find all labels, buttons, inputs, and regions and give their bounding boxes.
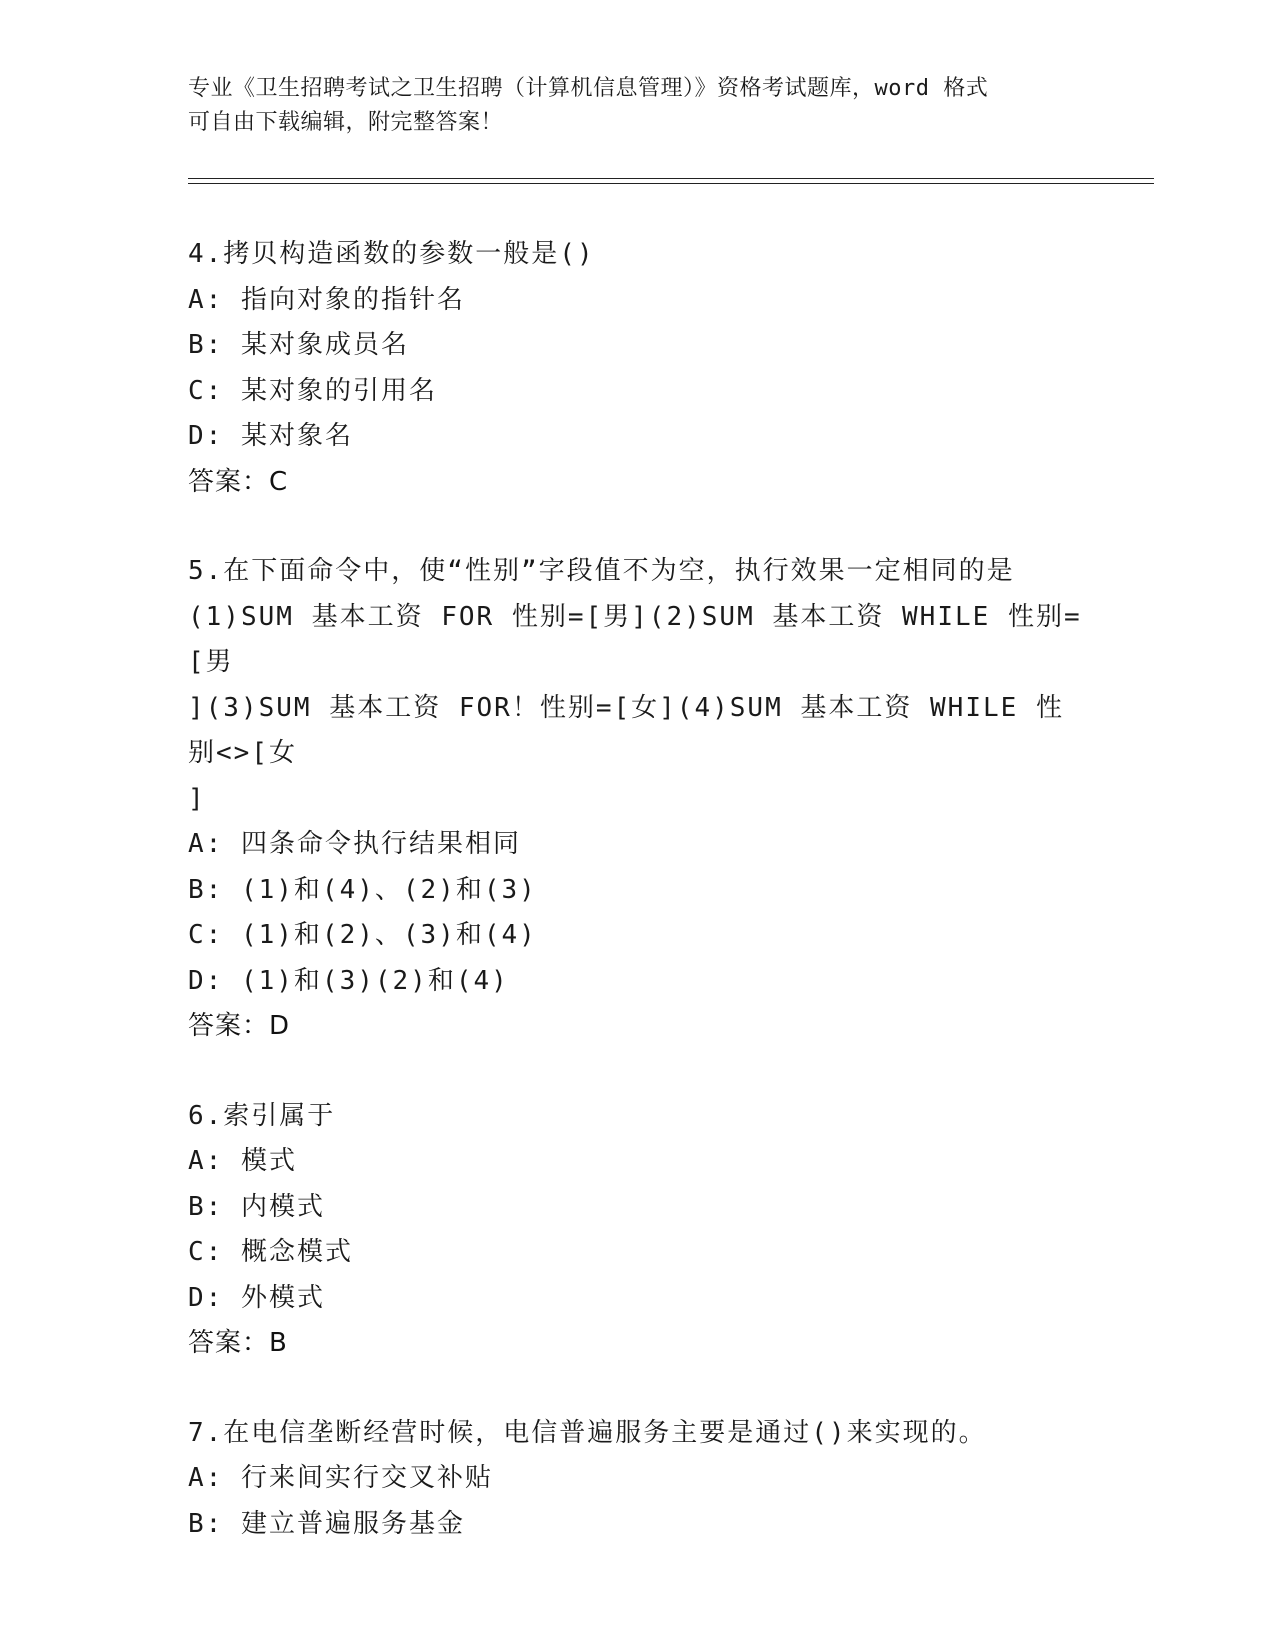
question-stem: ](3)SUM 基本工资 FOR！性别=[女](4)SUM 基本工资 WHILE 性别<>[女: [188, 692, 1064, 768]
question-6: [188, 1094, 1088, 1367]
answer-line: 答案：B: [188, 1328, 288, 1358]
option-a: A: 行来间实行交叉补贴: [188, 1463, 493, 1493]
option-d: D: (1)和(3)(2)和(4): [188, 965, 509, 996]
option-b: B: 某对象成员名: [188, 330, 409, 360]
option-b: B: 内模式: [188, 1191, 325, 1222]
option-a: A: 指向对象的指针名: [188, 284, 465, 315]
answer-line: 答案：C: [188, 466, 289, 497]
question-stem: (1)SUM 基本工资 FOR 性别=[男](2)SUM 基本工资 WHILE 性别=[男: [188, 601, 1082, 677]
question-stem: ]: [188, 783, 206, 814]
question-stem: 6.索引属于: [188, 1100, 336, 1131]
answer-line: 答案：D: [188, 1011, 291, 1041]
option-c: C: 某对象的引用名: [188, 375, 437, 406]
option-c: C: 概念模式: [188, 1237, 353, 1267]
question-stem: 7.在电信垄断经营时候，电信普遍服务主要是通过()来实现的。: [188, 1417, 987, 1448]
question-stem: 5.在下面命令中，使“性别”字段值不为空，执行效果一定相同的是: [188, 556, 1015, 586]
option-d: D: 某对象名: [188, 421, 353, 451]
option-a: A: 模式: [188, 1146, 297, 1176]
option-d: D: 外模式: [188, 1282, 325, 1313]
header-divider-top: [188, 178, 1154, 179]
question-list: [188, 232, 1088, 1591]
option-b: B: 建立普遍服务基金: [188, 1508, 465, 1539]
question-5: [188, 549, 1088, 1050]
question-stem: 4.拷贝构造函数的参数一般是(): [188, 239, 595, 269]
question-4: [188, 232, 1088, 505]
header-line-1: 专业《卫生招聘考试之卫生招聘（计算机信息管理）》资格考试题库，word 格式: [188, 76, 989, 101]
document-header: [188, 72, 1088, 140]
option-a: A: 四条命令执行结果相同: [188, 829, 521, 859]
header-line-2: 可自由下载编辑，附完整答案！: [188, 110, 504, 135]
option-b: B: (1)和(4)、(2)和(3): [188, 874, 537, 905]
question-7: [188, 1411, 1088, 1548]
header-divider-bottom: [188, 183, 1154, 184]
option-c: C: (1)和(2)、(3)和(4): [188, 920, 537, 950]
